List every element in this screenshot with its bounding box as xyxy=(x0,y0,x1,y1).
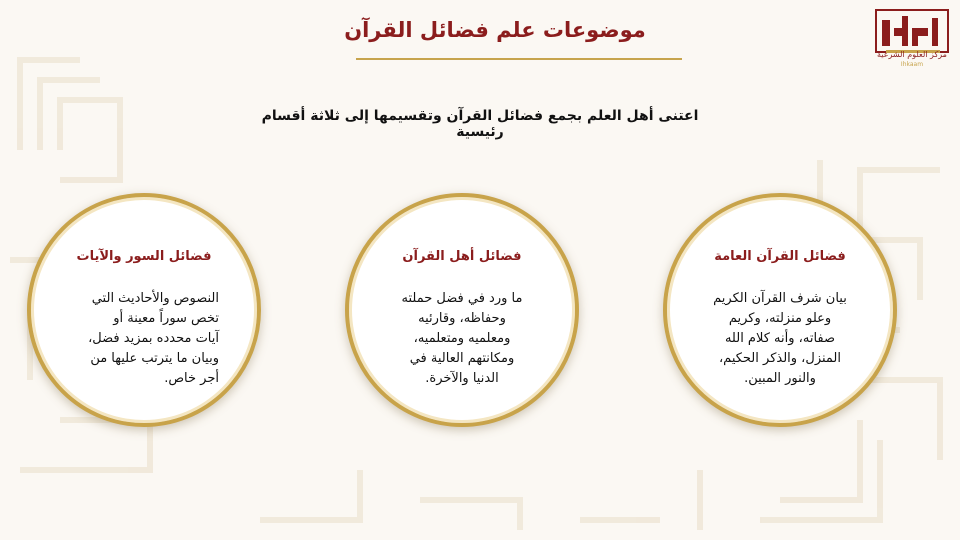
logo-caption: مركز العلوم الشرعية xyxy=(877,50,947,59)
body-line: وحفاظه، وقارئيه xyxy=(418,311,506,326)
body-line: ما ورد في فضل حملته xyxy=(401,291,523,306)
section-body xyxy=(387,289,537,389)
section-circle-surahs xyxy=(27,193,261,427)
section-body xyxy=(705,289,855,389)
title-divider xyxy=(356,58,682,60)
section-heading: فضائل القرآن العامة xyxy=(714,249,846,264)
body-line: والنور المبين. xyxy=(744,371,816,386)
section-circle-general xyxy=(663,193,897,427)
section-heading: فضائل أهل القرآن xyxy=(402,249,522,264)
section-body xyxy=(69,289,219,389)
body-line: صفاته، وأنه كلام الله xyxy=(724,331,836,346)
body-line: وبيان ما يترتب عليها من xyxy=(90,351,219,366)
body-line: وعلو منزلته، وكريم xyxy=(728,311,832,326)
body-line: أجر خاص. xyxy=(164,371,219,386)
body-line: المنزل، والذكر الحكيم، xyxy=(718,351,842,366)
section-heading: فضائل السور والآيات xyxy=(76,249,212,264)
logo-subcaption: Ihkaam xyxy=(900,61,924,68)
body-line: ومعلميه ومتعلميه، xyxy=(413,331,511,346)
body-line: تخص سوراً معينة أو xyxy=(113,311,219,326)
body-line: الدنيا والآخرة. xyxy=(425,371,499,386)
body-line: النصوص والأحاديث التي xyxy=(91,291,219,306)
body-line: آيات محدده بمزيد فضل، xyxy=(88,331,219,346)
body-line: ومكانتهم العالية في xyxy=(409,351,515,366)
body-line: بيان شرف القرآن الكريم xyxy=(713,291,847,306)
section-circle-people xyxy=(345,193,579,427)
intro-text: اعتنى أهل العلم بجمع فضائل القرآن وتقسيمها إلى ثلاثة أقسام رئيسية xyxy=(261,108,699,140)
slide-title: موضوعات علم فضائل القرآن xyxy=(344,18,646,42)
